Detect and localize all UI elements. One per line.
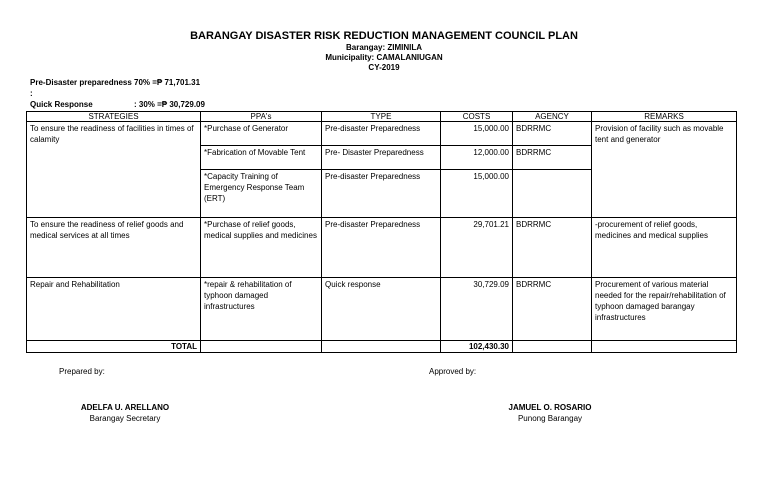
barangay-line: Barangay: ZIMINILA (345, 43, 422, 52)
strategy-cell: Repair and Rehabilitation (27, 278, 201, 341)
total-empty-cell (513, 341, 592, 353)
approved-by-label: Approved by: (429, 367, 477, 376)
type-cell: Pre-disaster Preparedness (322, 218, 441, 278)
type-cell: Pre-disaster Preparedness (322, 122, 441, 146)
allocation-label: Quick Response (30, 100, 93, 109)
total-empty-cell (592, 341, 737, 353)
allocation-pre-disaster (30, 77, 205, 99)
ppa-cell: *Capacity Training of Emergency Response Team (ERT) (201, 170, 322, 218)
col-ppas: PPA's (201, 112, 322, 122)
col-agency: AGENCY (513, 112, 592, 122)
col-strategies: STRATEGIES (27, 112, 201, 122)
agency-cell: BDRRMC (513, 122, 592, 146)
total-row (27, 341, 737, 353)
cost-cell: 12,000.00 (441, 146, 513, 170)
ppa-cell: *Fabrication of Movable Tent (201, 146, 322, 170)
approved-signature-block (480, 402, 620, 424)
plan-table (26, 111, 737, 353)
document-title: BARANGAY DISASTER RISK REDUCTION MANAGEMENT COUNCIL PLAN (190, 30, 578, 42)
total-value: 102,430.30 (441, 341, 513, 353)
type-cell: Quick response (322, 278, 441, 341)
year-line: CY-2019 (368, 63, 400, 72)
allocation-value: : 30% =₱ 30,729.09 (134, 100, 205, 109)
allocation-quick-response (30, 99, 205, 110)
col-remarks: REMARKS (592, 112, 737, 122)
allocation-value: 70% =₱ 71,701.31 (134, 78, 201, 87)
prepared-title: Barangay Secretary (89, 414, 161, 423)
table-row (27, 218, 737, 278)
cost-cell: 15,000.00 (441, 122, 513, 146)
table-header-row (27, 112, 737, 122)
agency-cell (513, 170, 592, 218)
prepared-name: ADELFA U. ARELLANO (80, 403, 170, 412)
remarks-cell: Provision of facility such as movable tent and generator (592, 122, 737, 218)
table-row (27, 122, 737, 146)
type-cell: Pre-disaster Preparedness (322, 170, 441, 218)
total-label: TOTAL (27, 341, 201, 353)
ppa-cell: *Purchase of Generator (201, 122, 322, 146)
remarks-cell: -procurement of relief goods, medicines and medical supplies (592, 218, 737, 278)
prepared-by-label: Prepared by: (59, 367, 105, 376)
agency-cell: BDRRMC (513, 278, 592, 341)
approved-title: Punong Barangay (517, 414, 583, 423)
strategy-cell: To ensure the readiness of relief goods and medical services at all times (27, 218, 201, 278)
type-cell: Pre- Disaster Preparedness (322, 146, 441, 170)
agency-cell: BDRRMC (513, 146, 592, 170)
agency-cell: BDRRMC (513, 218, 592, 278)
municipality-line: Municipality: CAMALANIUGAN (325, 53, 443, 62)
cost-cell: 29,701.21 (441, 218, 513, 278)
allocation-label: Pre-Disaster preparedness : (30, 78, 132, 98)
cost-cell: 15,000.00 (441, 170, 513, 218)
prepared-signature-block (55, 402, 195, 424)
total-empty-cell (322, 341, 441, 353)
approved-name: JAMUEL O. ROSARIO (508, 403, 592, 412)
ppa-cell: *repair & rehabilitation of typhoon damaged infrastructures (201, 278, 322, 341)
col-type: TYPE (322, 112, 441, 122)
ppa-cell: *Purchase of relief goods, medical supplies and medicines (201, 218, 322, 278)
col-costs: COSTS (441, 112, 513, 122)
budget-allocation (30, 77, 205, 110)
table-row (27, 278, 737, 341)
cost-cell: 30,729.09 (441, 278, 513, 341)
document-header (0, 29, 768, 73)
remarks-cell: Procurement of various material needed for the repair/rehabilitation of typhoon damaged barangay infrastructures (592, 278, 737, 341)
total-empty-cell (201, 341, 322, 353)
strategy-cell: To ensure the readiness of facilities in times of calamity (27, 122, 201, 218)
